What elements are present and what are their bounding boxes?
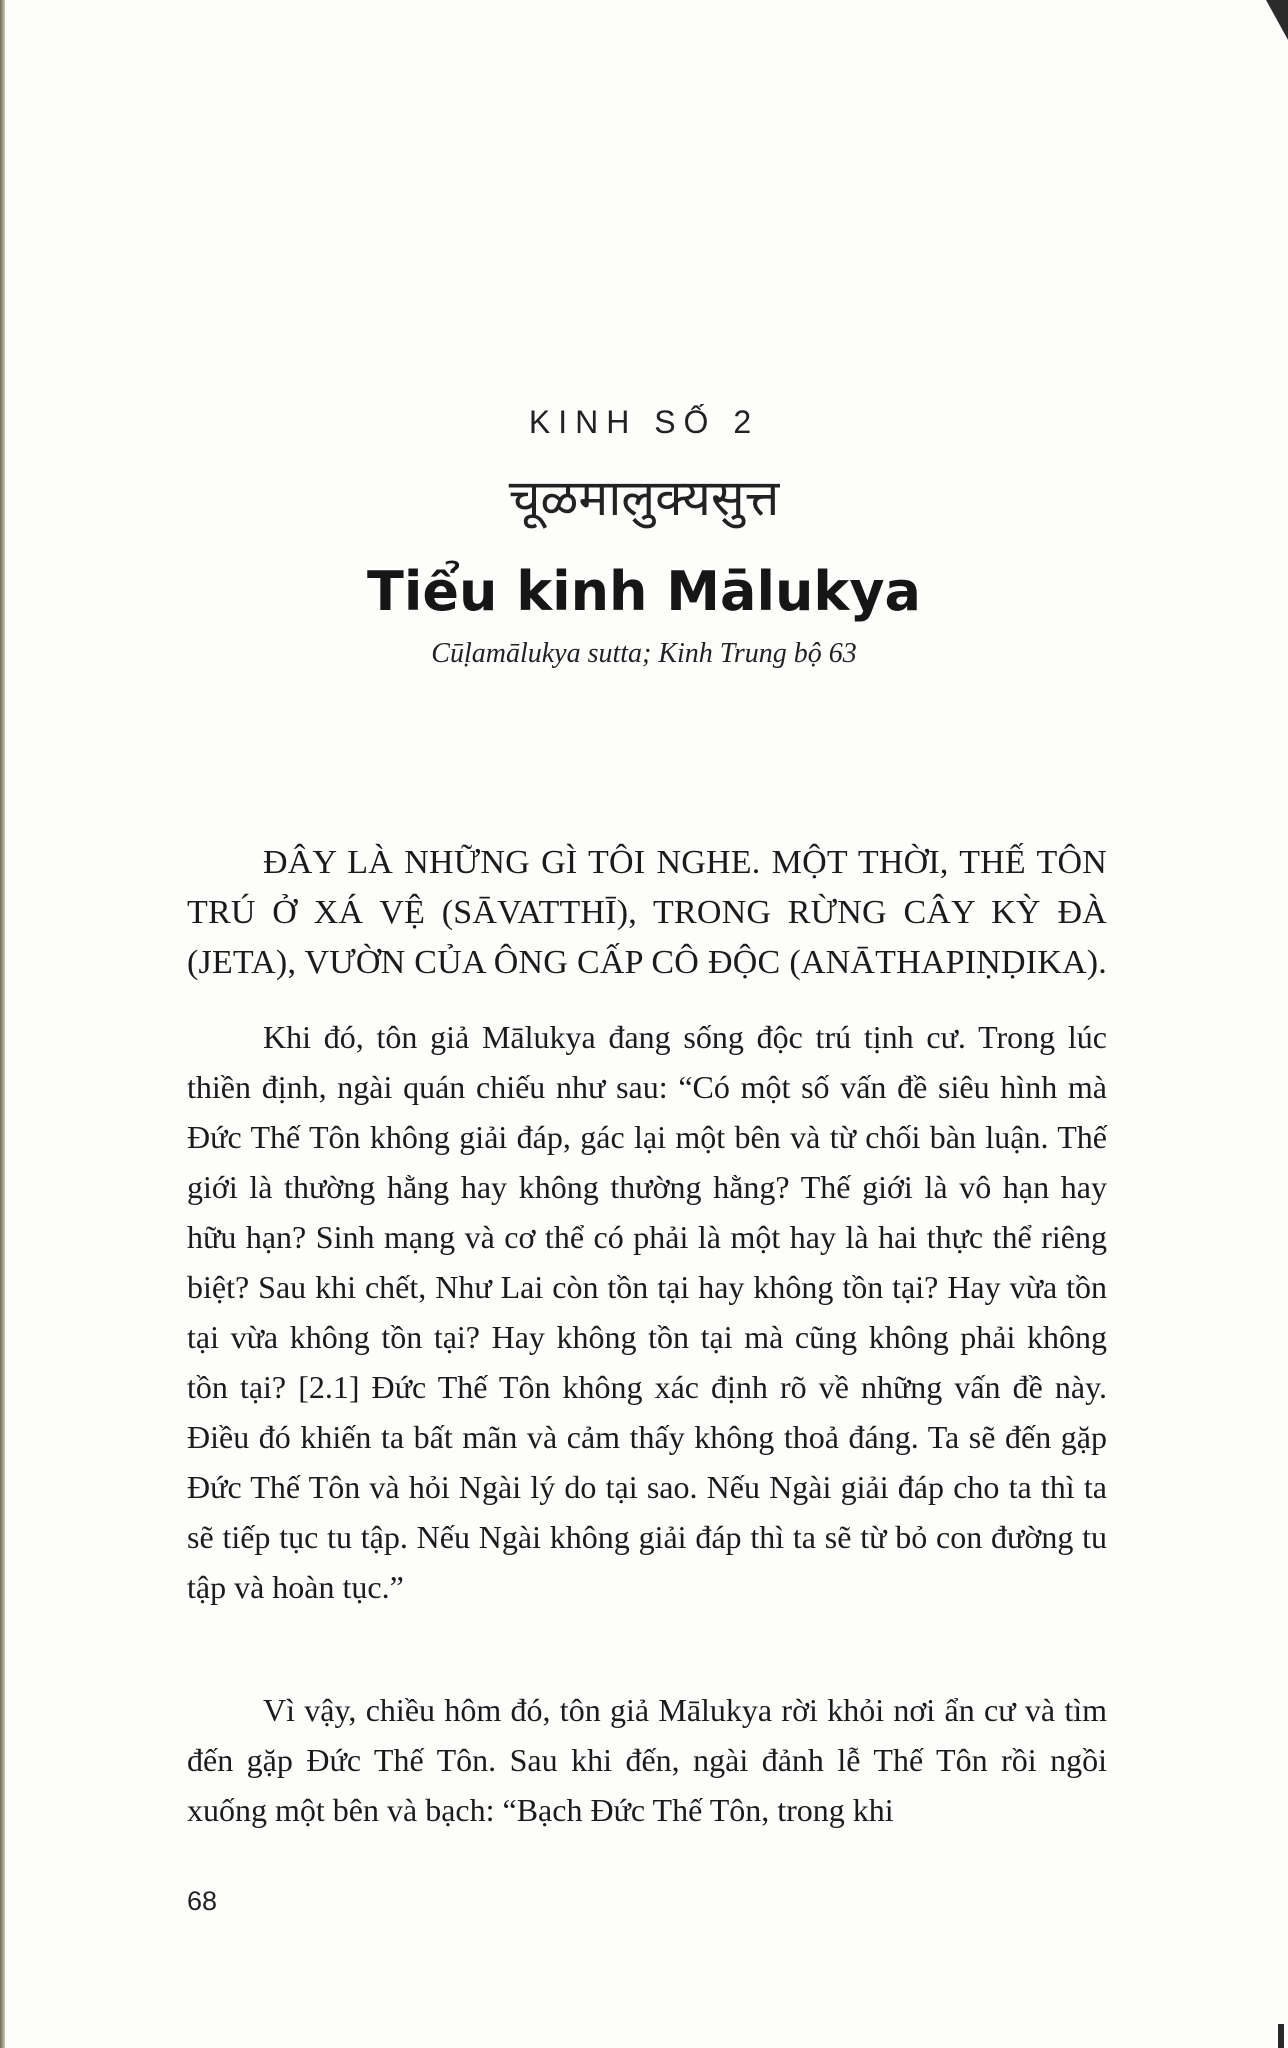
opening-paragraph: ĐÂY LÀ NHỮNG GÌ TÔI NGHE. MỘT THỜI, THẾ TÔN TRÚ Ở XÁ VỆ (SĀVATTHĪ), TRONG RỪNG CÂY KỲ ĐÀ (JETA), VƯỜN CỦA ÔNG CẤP CÔ ĐỘC (ANĀTHAPIṆḌIKA). bbox=[187, 844, 1107, 981]
chapter-subtitle: Cūḷamālukya sutta; Kinh Trung bộ 63 bbox=[431, 638, 857, 669]
page-edge-mark bbox=[1278, 2024, 1284, 2048]
body-paragraph: Khi đó, tôn giả Mālukya đang sống độc trú tịnh cư. Trong lúc thiền định, ngài quán chiếu như sau: “Có một số vấn đề siêu hình mà Đức Thế Tôn không giải đáp, gác lại một bên và từ chối bàn luận. Thế giới là thường hằng hay không thường hằng? Thế giới là vô hạn hay hữu hạn? Sinh mạng và cơ thể có phải là một hay là hai thực thể riêng biệt? Sau khi chết, Như Lai còn tồn tại hay không tồn tại? Hay vừa tồn tại vừa không tồn tại? Hay không tồn tại mà cũng không phải không tồn tại? [2.1] Đức Thế Tôn không xác định rõ về những vấn đề này. Điều đó khiến ta bất mãn và cảm thấy không thoả đáng. Ta sẽ đến gặp Đức Thế Tôn và hỏi Ngài lý do tại sao. Nếu Ngài giải đáp cho ta thì ta sẽ tiếp tục tu tập. Nếu Ngài không giải đáp thì ta sẽ từ bỏ con đường tu tập và hoàn tục.” bbox=[187, 1019, 1107, 1605]
page-corner-mark bbox=[1266, 0, 1288, 40]
sanskrit-title: चूळमालुक्यसुत्त bbox=[508, 469, 780, 527]
chapter-title: Tiểu kinh Mālukya bbox=[366, 560, 921, 623]
page-number: 68 bbox=[187, 1886, 218, 1916]
chapter-label: KINH SỐ 2 bbox=[528, 404, 760, 440]
page-binding-edge bbox=[0, 0, 5, 2048]
body-paragraph: Vì vậy, chiều hôm đó, tôn giả Mālukya rời khỏi nơi ẩn cư và tìm đến gặp Đức Thế Tôn. Sau khi đến, ngài đảnh lễ Thế Tôn rồi ngồi xuống một bên và bạch: “Bạch Đức Thế Tôn, trong khi bbox=[187, 1692, 1107, 1828]
